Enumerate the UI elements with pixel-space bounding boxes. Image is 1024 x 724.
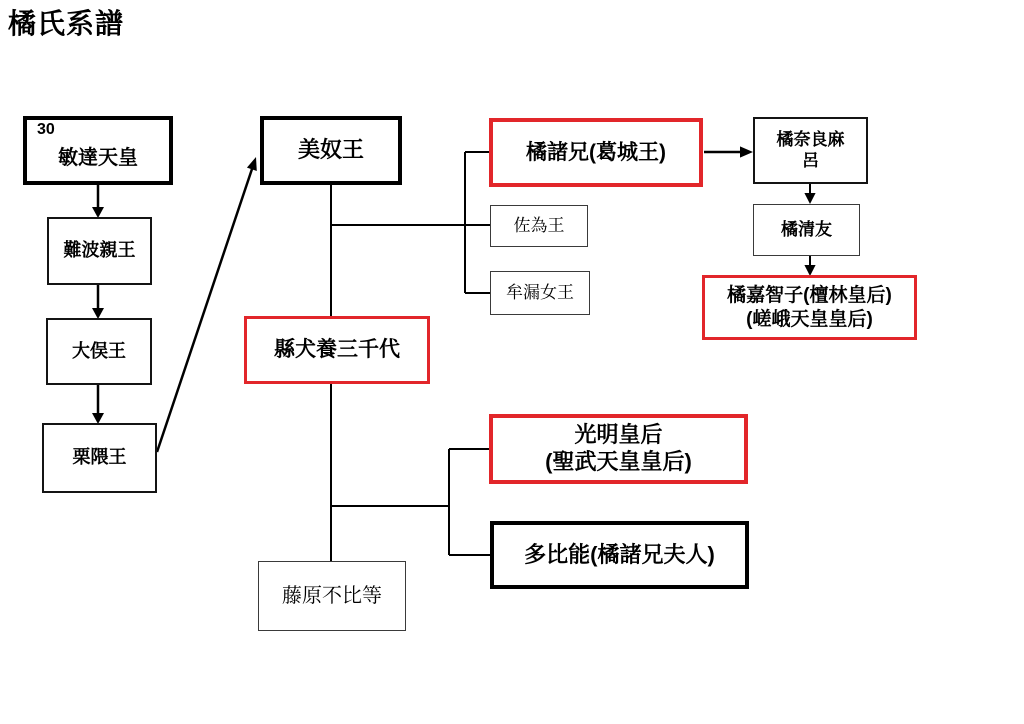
node-kurikuma-o bbox=[42, 423, 157, 493]
node-label: 難波親王 bbox=[63, 240, 136, 261]
node-agatainukai-michiyo bbox=[244, 316, 430, 384]
page-title: 橘氏系譜 bbox=[8, 8, 125, 39]
node-tachibana-naramaro bbox=[753, 117, 868, 184]
node-tachibana-kachiko bbox=[702, 275, 917, 340]
node-label: 橘嘉智子(檀林皇后) bbox=[727, 285, 892, 307]
node-label: 佐為王 bbox=[513, 215, 565, 235]
kurikuma-to-mino-arrow bbox=[157, 155, 261, 452]
node-label: 橘奈良麻 bbox=[776, 129, 845, 149]
node-mino-o bbox=[260, 116, 402, 185]
node-label: 多比能(橘諸兄夫人) bbox=[524, 541, 715, 567]
node-tabino bbox=[490, 521, 749, 589]
node-label: 橘諸兄(葛城王) bbox=[526, 140, 666, 164]
node-label-line2: (嵯峨天皇皇后) bbox=[746, 308, 873, 330]
node-tachibana-moroe bbox=[489, 118, 703, 187]
node-label: 敏達天皇 bbox=[58, 147, 138, 170]
node-label-line2: (聖武天皇皇后) bbox=[545, 449, 692, 474]
node-sai-o bbox=[490, 205, 588, 247]
node-label: 栗隈王 bbox=[72, 447, 127, 468]
node-label-line2: 呂 bbox=[802, 150, 819, 170]
node-label: 牟漏女王 bbox=[506, 282, 574, 302]
node-label: 藤原不比等 bbox=[282, 584, 382, 607]
node-fujiwara-fuhito bbox=[258, 561, 406, 631]
node-naniwa-shinno bbox=[47, 217, 152, 285]
node-tachibana-kiyotomo bbox=[753, 204, 860, 256]
generation-number: 30 bbox=[37, 121, 55, 138]
node-label: 縣犬養三千代 bbox=[274, 338, 400, 362]
node-label: 大俣王 bbox=[72, 340, 126, 361]
node-komyo-kogo bbox=[489, 414, 748, 484]
moroe-to-naramaro-arrow bbox=[704, 146, 753, 157]
node-muro-joo bbox=[490, 271, 590, 315]
lower-children-bracket bbox=[331, 449, 490, 555]
node-label: 橘清友 bbox=[781, 219, 832, 239]
node-label: 光明皇后 bbox=[574, 422, 663, 448]
node-bidatsu-tenno bbox=[23, 116, 173, 185]
node-label: 美奴王 bbox=[297, 137, 364, 163]
node-omata-o bbox=[46, 318, 152, 385]
